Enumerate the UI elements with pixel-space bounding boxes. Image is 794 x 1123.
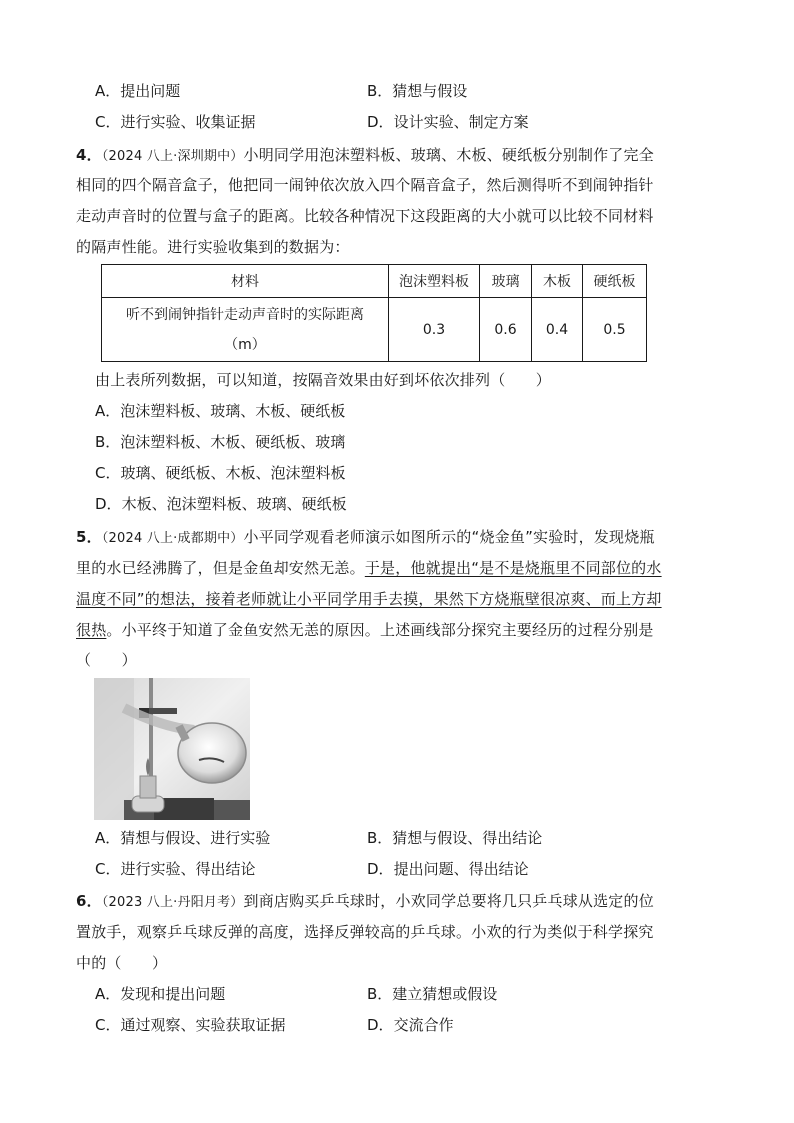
flask-burner-illustration <box>94 678 250 820</box>
q5-option-c[interactable] <box>95 859 256 879</box>
q6-option-d[interactable] <box>367 1015 454 1035</box>
option-letter: A． <box>95 829 121 847</box>
option-letter: D． <box>367 860 394 878</box>
q5-option-b[interactable] <box>367 828 542 848</box>
q6-option-a[interactable] <box>95 984 225 1004</box>
table-header-cell: 材料 <box>102 265 389 298</box>
option-letter: A． <box>95 402 121 420</box>
table-cell: 0.6 <box>480 298 532 362</box>
underlined-text: 温度不同”的想法，接着老师就让小平同学用手去摸，果然下方烧瓶壁很凉爽、而上方却 <box>76 590 662 608</box>
option-text: 猜想与假设、进行实验 <box>120 829 271 847</box>
row-label-line: 听不到闹钟指针走动声音时的实际距离 <box>126 306 364 323</box>
option-letter: C． <box>95 860 121 878</box>
q4-option-a[interactable] <box>95 401 345 421</box>
q6-option-c[interactable] <box>95 1015 286 1035</box>
option-text: 泡沫塑料板、玻璃、木板、硬纸板 <box>120 402 346 420</box>
option-text: 发现和提出问题 <box>120 985 226 1003</box>
q4-stem-line-4: 的隔声性能。进行实验收集到的数据为： <box>76 238 350 256</box>
table-header-cell: 玻璃 <box>480 265 532 298</box>
option-letter: B． <box>367 82 393 100</box>
option-letter: B． <box>367 985 393 1003</box>
stem-text: 到商店购买乒乓球时，小欢同学总要将几只乒乓球从选定的位 <box>243 892 654 910</box>
option-text: 交流合作 <box>393 1016 454 1034</box>
q6-stem-line-1 <box>76 891 654 913</box>
option-text: 提出问题 <box>120 82 181 100</box>
data-table <box>101 264 647 362</box>
option-letter: B． <box>367 829 393 847</box>
option-text: 进行实验、得出结论 <box>120 860 256 878</box>
q4-option-b[interactable] <box>95 432 345 452</box>
option-letter: D． <box>95 495 122 513</box>
table-cell: 0.5 <box>583 298 647 362</box>
q4-stem-line-2: 相同的四个隔音盒子，他把同一闹钟依次放入四个隔音盒子，然后测得听不到闹钟指针 <box>76 176 654 194</box>
underlined-text: 很热 <box>76 621 107 639</box>
q4-stem-line-3: 走动声音时的位置与盒子的距离。比较各种情况下这段距离的大小就可以比较不同材料 <box>76 207 654 225</box>
q4-question: 由上表所列数据，可以知道，按隔音效果由好到坏依次排列（ ） <box>95 371 552 389</box>
table-header-cell: 木板 <box>532 265 583 298</box>
option-text: 木板、泡沫塑料板、玻璃、硬纸板 <box>121 495 347 513</box>
option-letter: D． <box>367 1016 394 1034</box>
q3-option-a[interactable] <box>95 81 180 101</box>
q5-stem-line-1 <box>76 527 655 549</box>
table-header-cell: 泡沫塑料板 <box>389 265 480 298</box>
option-text: 猜想与假设、得出结论 <box>392 829 543 847</box>
q4-stem-line-1 <box>76 145 654 167</box>
table-header-row <box>102 265 647 298</box>
q6-stem-line-2: 置放手，观察乒乓球反弹的高度，选择反弹较高的乒乓球。小欢的行为类似于科学探究 <box>76 923 654 941</box>
q4-option-d[interactable] <box>95 494 347 514</box>
option-letter: C． <box>95 113 121 131</box>
option-text: 设计实验、制定方案 <box>393 113 529 131</box>
table-cell: 0.4 <box>532 298 583 362</box>
option-letter: B． <box>95 433 121 451</box>
q5-stem-line-4 <box>76 620 654 640</box>
stem-text: 小明同学用泡沫塑料板、玻璃、木板、硬纸板分别制作了完全 <box>243 146 654 164</box>
table-row-label <box>102 298 389 362</box>
q3-option-c[interactable] <box>95 112 256 132</box>
underlined-text: 于是，他就提出“是不是烧瓶里不同部位的水 <box>364 559 662 577</box>
question-number: 6． <box>76 892 102 910</box>
q4-option-c[interactable] <box>95 463 346 483</box>
option-text: 泡沫塑料板、木板、硬纸板、玻璃 <box>120 433 346 451</box>
stem-text: 。小平终于知道了金鱼安然无恙的原因。上述画线部分探究主要经历的过程分别是 <box>106 621 654 639</box>
option-letter: D． <box>367 113 394 131</box>
question-source: （2023 八上·丹阳月考） <box>101 895 244 910</box>
question-number: 5． <box>76 528 102 546</box>
option-text: 进行实验、收集证据 <box>120 113 256 131</box>
option-text: 提出问题、得出结论 <box>393 860 529 878</box>
option-letter: C． <box>95 464 121 482</box>
stem-text: 小平同学观看老师演示如图所示的“烧金鱼”实验时，发现烧瓶 <box>243 528 655 546</box>
option-text: 通过观察、实验获取证据 <box>120 1016 286 1034</box>
table-row <box>102 298 647 362</box>
q5-stem-line-2 <box>76 558 662 578</box>
option-text: 猜想与假设 <box>392 82 468 100</box>
question-number: 4． <box>76 146 102 164</box>
question-source: （2024 八上·深圳期中） <box>101 149 244 164</box>
stem-text: 里的水已经沸腾了，但是金鱼却安然无恙。 <box>76 559 365 577</box>
option-letter: C． <box>95 1016 121 1034</box>
row-label-unit: （m） <box>224 336 266 353</box>
experiment-photo <box>94 678 250 820</box>
q5-option-d[interactable] <box>367 859 529 879</box>
option-letter: A． <box>95 82 121 100</box>
option-letter: A． <box>95 985 121 1003</box>
table-header-cell: 硬纸板 <box>583 265 647 298</box>
q3-option-b[interactable] <box>367 81 467 101</box>
q5-answer-blank: （ ） <box>76 651 137 669</box>
q3-option-d[interactable] <box>367 112 529 132</box>
q6-option-b[interactable] <box>367 984 497 1004</box>
q5-option-a[interactable] <box>95 828 270 848</box>
question-source: （2024 八上·成都期中） <box>101 531 244 546</box>
option-text: 玻璃、硬纸板、木板、泡沫塑料板 <box>120 464 346 482</box>
q6-stem-line-3: 中的（ ） <box>76 954 168 972</box>
table-cell: 0.3 <box>389 298 480 362</box>
option-text: 建立猜想或假设 <box>392 985 498 1003</box>
q5-stem-line-3 <box>76 589 662 609</box>
